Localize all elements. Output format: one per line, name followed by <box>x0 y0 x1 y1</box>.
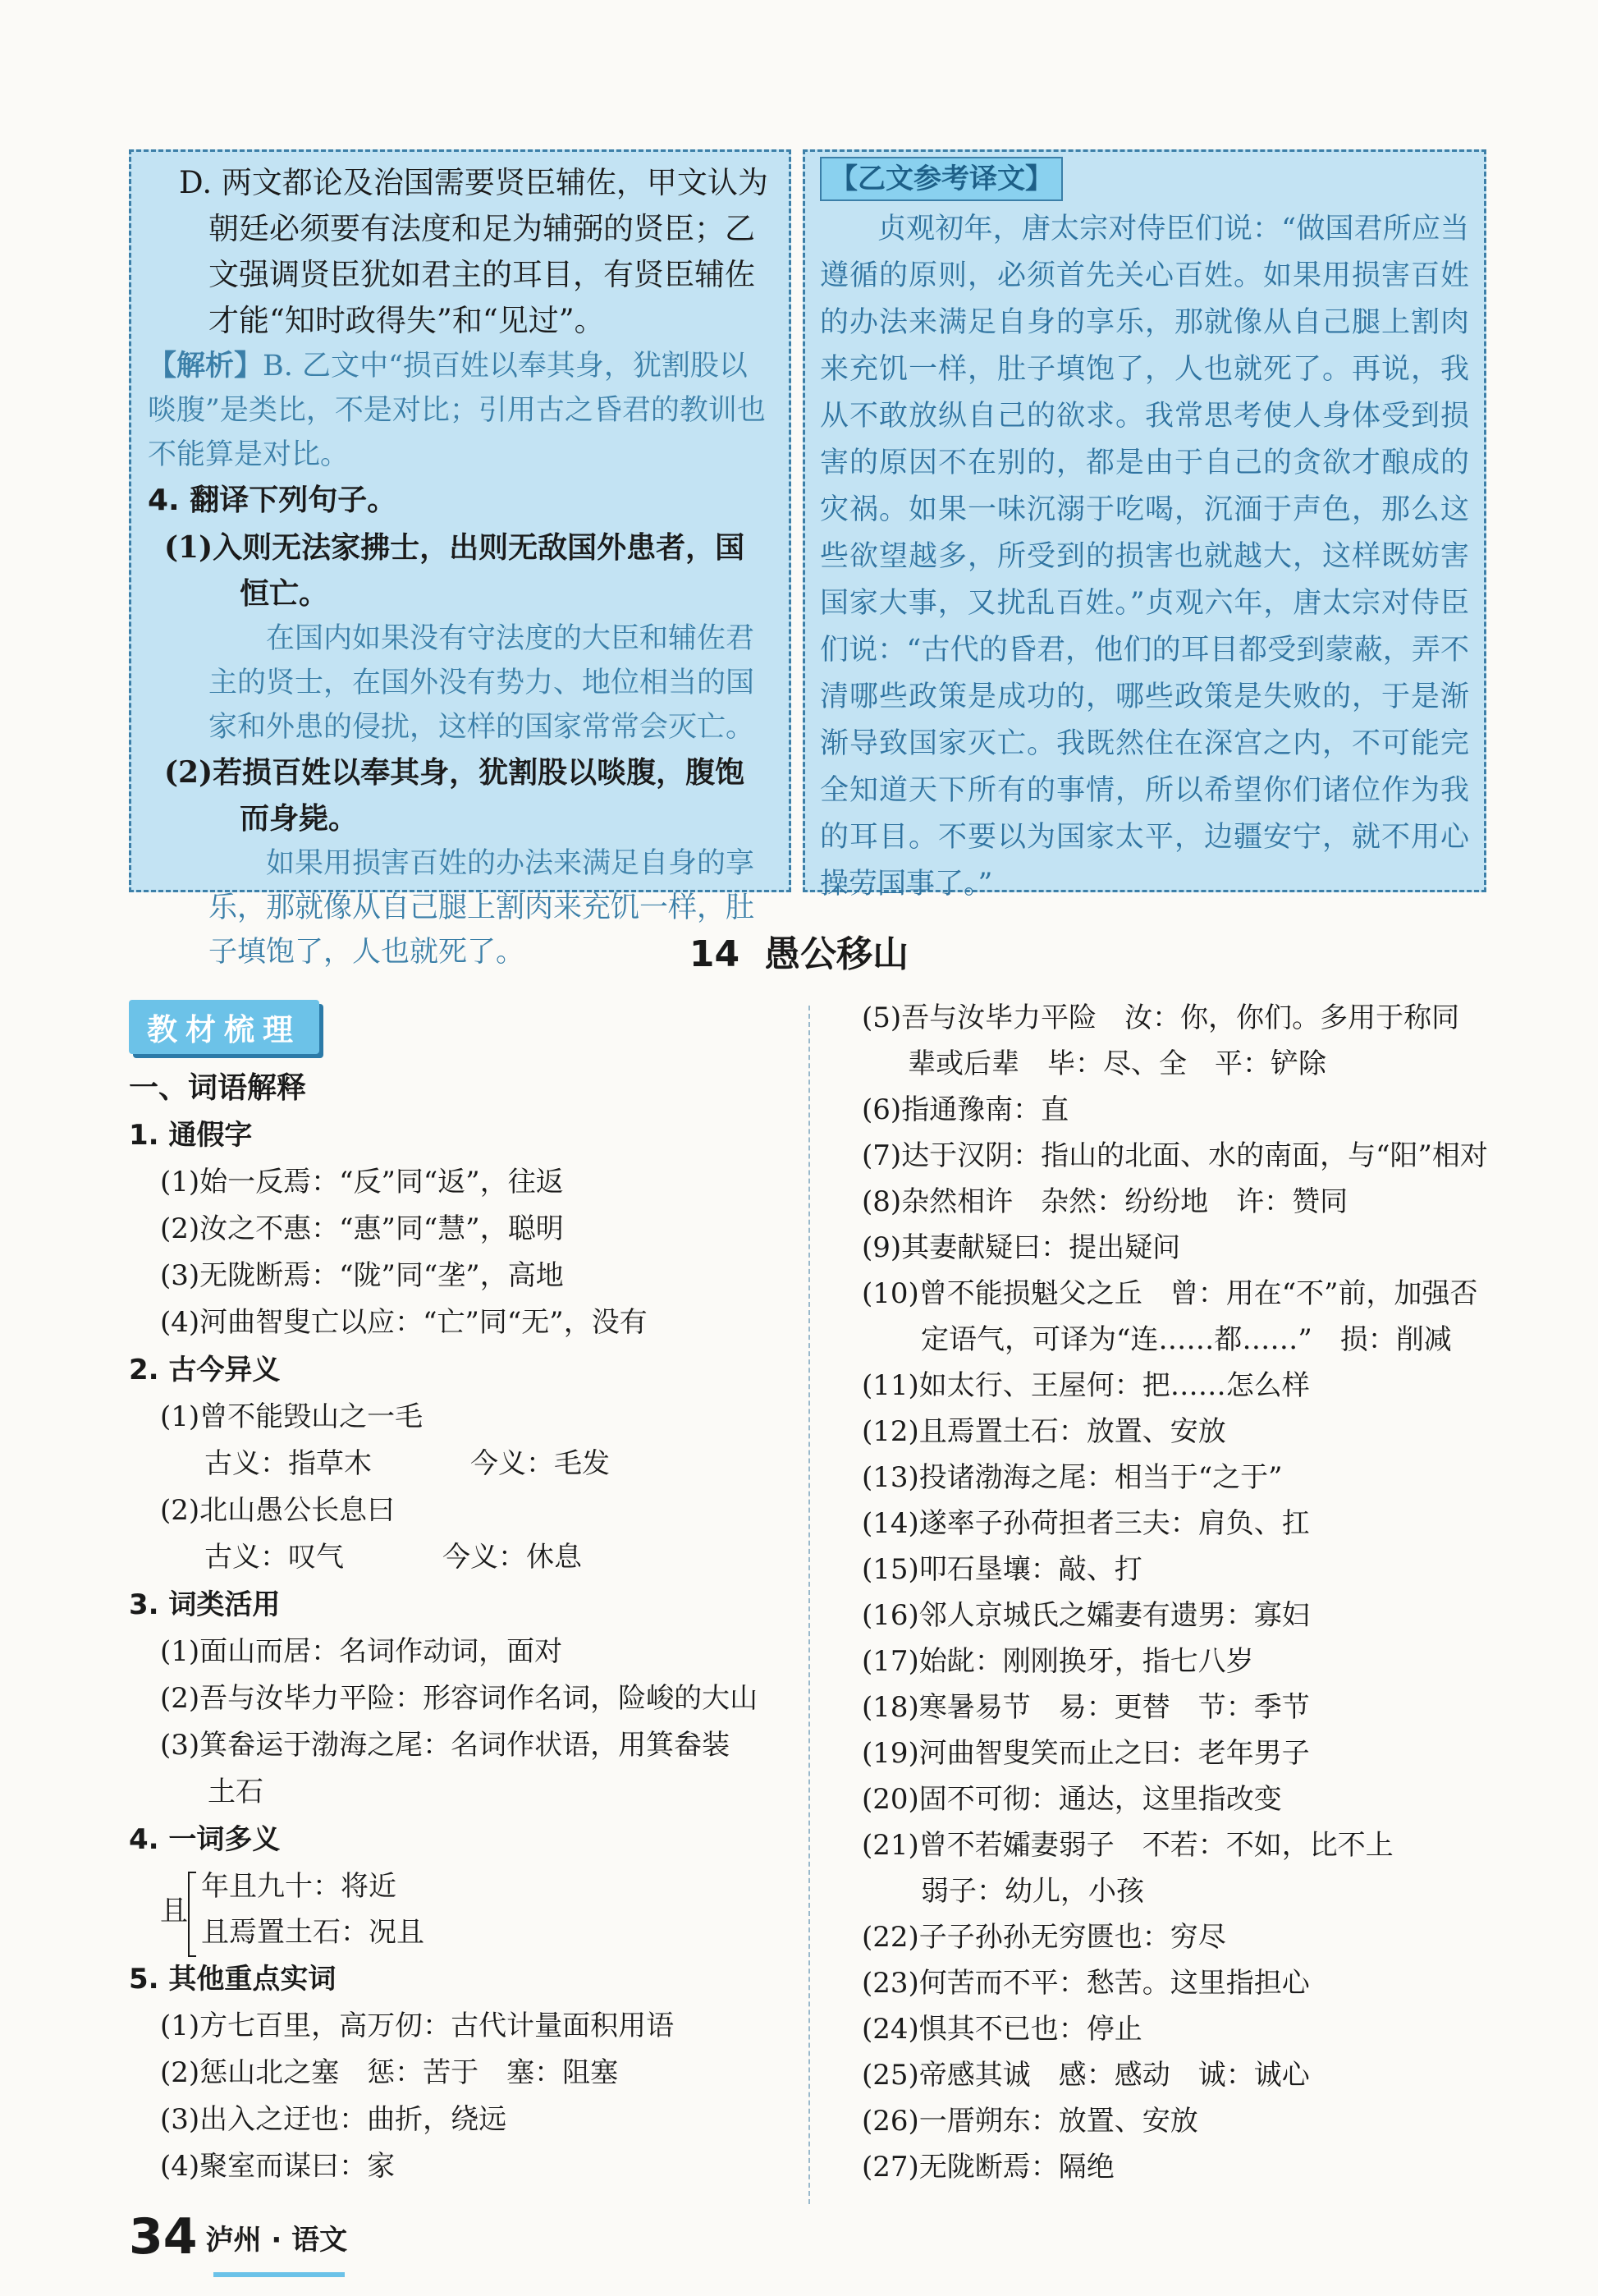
question-4: 4. 翻译下列句子。 <box>148 483 397 517</box>
list-item: 年且九十：将近 <box>201 1870 396 1903</box>
meaning-row <box>129 1534 785 1581</box>
new-meaning: 今义：毛发 <box>470 1447 610 1480</box>
list-item: (17)始龀：刚刚换牙，指七八岁 <box>862 1645 1254 1678</box>
list-item: (9)其妻献疑曰：提出疑问 <box>862 1231 1181 1264</box>
list-item: (2)惩山北之塞 惩：苦于 塞：阻塞 <box>160 2056 619 2089</box>
list-item: (19)河曲智叟笑而止之曰：老年男子 <box>862 1737 1310 1770</box>
heading-vocab: 一、词语解释 <box>129 1071 307 1105</box>
polysemy-group <box>160 1863 785 1955</box>
list-item: (3)无陇断焉：“陇”同“垄”，高地 <box>160 1259 564 1292</box>
option-d: D. 两文都论及治国需要贤臣辅佐，甲文认为朝廷必须要有法度和足为辅弼的贤臣；乙文强调贤臣犹如君主的耳目，有贤臣辅佐才能“知时政得失”和“见过”。 <box>179 165 768 338</box>
list-item-cont: 定语气，可译为“连……都……” 损：削减 <box>921 1323 1452 1356</box>
section-banner: 教材梳理 <box>129 1000 319 1054</box>
brace-icon <box>188 1872 196 1957</box>
translation-text: 贞观初年，唐太宗对侍臣们说：“做国君所应当遵循的原则，必须首先关心百姓。如果用损害百姓的办法来满足自身的享乐，那就像从自己腿上割肉来充饥一样，肚子填饱了，人也就死了。再说，我从不敢放纵自己的欲求。我常思考使人身体受到损害的原因不在别的，都是由于自己的贪欲才酿成的灾祸。如果一味沉溺于吃喝，沉湎于声色，那么这些欲望越多，所受到的损害也就越大，这样既妨害国家大事，又扰乱百姓。”贞观六年，唐太宗对侍臣们说：“古代的昏君，他们的耳目都受到蒙蔽，弄不清哪些政策是成功的，哪些政策是失败的，于是渐渐导致国家灭亡。我既然住在深宫之内，不可能完全知道天下所有的事情，所以希望你们诸位作为我的耳目。不要以为国家太平，边疆安宁，就不用心操劳国事了。” <box>820 213 1469 901</box>
list-item: (10)曾不能损魁父之丘 曾：用在“不”前，加强否 <box>862 1277 1478 1310</box>
list-item: (12)且焉置土石：放置、安放 <box>862 1415 1226 1448</box>
list-item-cont: 土石 <box>208 1776 263 1808</box>
page-footer <box>129 2208 347 2266</box>
list-item: (3)出入之迂也：曲折，绕远 <box>160 2103 507 2136</box>
heading-tongjia: 1. 通假字 <box>129 1119 253 1152</box>
list-item: (27)无陇断焉：隔绝 <box>862 2151 1115 2184</box>
list-item: (5)吾与汝毕力平险 汝：你，你们。多用于称同 <box>862 1001 1460 1034</box>
list-item: (7)达于汉阴：指山的北面、水的南面，与“阳”相对 <box>862 1139 1488 1172</box>
list-item-cont: 辈或后辈 毕：尽、全 平：铲除 <box>908 1047 1326 1080</box>
left-column <box>129 1000 785 2190</box>
heading-gujin: 2. 古今异义 <box>129 1354 281 1386</box>
analysis-tag: 【解析】 <box>148 349 263 383</box>
list-item-cont: 弱子：幼儿，小孩 <box>921 1875 1144 1908</box>
answer-2: 如果用损害百姓的办法来满足自身的享乐，那就像从自己腿上割肉来充饥一样，肚子填饱了，人也就死了。 <box>208 847 755 969</box>
list-item: (1)面山而居：名词作动词，面对 <box>160 1635 563 1668</box>
analysis <box>148 344 772 477</box>
list-item: (18)寒暑易节 易：更替 节：季节 <box>862 1691 1310 1724</box>
list-item: (15)叩石垦壤：敲、打 <box>862 1553 1142 1586</box>
lesson-name: 愚公移山 <box>764 933 909 975</box>
meaning-row <box>129 1441 785 1487</box>
old-meaning: 古义：指草木 <box>204 1447 372 1480</box>
list-item: (2)汝之不惠：“惠”同“慧”，聪明 <box>160 1212 564 1245</box>
new-meaning: 今义：休息 <box>442 1541 582 1574</box>
translation-heading: 【乙文参考译文】 <box>820 157 1063 201</box>
column-divider <box>808 1006 810 2204</box>
list-item: (1)方七百里，高万仞：古代计量面积用语 <box>160 2010 675 2042</box>
heading-yiciduoyi: 4. 一词多义 <box>129 1823 281 1856</box>
list-item: (26)一厝朔东：放置、安放 <box>862 2105 1198 2138</box>
lesson-number: 14 <box>689 933 740 975</box>
page-number: 34 <box>129 2208 198 2266</box>
heading-other: 5. 其他重点实词 <box>129 1963 337 1996</box>
old-meaning: 古义：叹气 <box>204 1541 344 1574</box>
list-item: (24)惧其不已也：停止 <box>862 2013 1142 2046</box>
list-item: (6)指通豫南：直 <box>862 1093 1069 1126</box>
list-item: (22)子子孙孙无穷匮也：穷尽 <box>862 1921 1226 1954</box>
list-item: (2)吾与汝毕力平险：形容词作名词，险峻的大山 <box>160 1682 758 1715</box>
list-item: 且焉置土石：况且 <box>201 1916 424 1949</box>
sentence-2: (2)若损百姓以奉其身，犹割股以啖腹，腹饱而身毙。 <box>164 755 745 836</box>
footer-rule <box>213 2272 345 2277</box>
list-item: (8)杂然相许 杂然：纷纷地 许：赞同 <box>862 1185 1348 1218</box>
book-name: 泸州 · 语文 <box>205 2223 348 2257</box>
list-item: (1)始一反焉：“反”同“返”，往返 <box>160 1166 564 1198</box>
answer-1: 在国内如果没有守法度的大臣和辅佐君主的贤士，在国外没有势力、地位相当的国家和外患的侵扰，这样的国家常常会灭亡。 <box>208 622 755 744</box>
lesson-title <box>0 924 1598 977</box>
right-column <box>862 995 1502 2190</box>
list-item: (1)曾不能毁山之一毛 <box>160 1400 424 1433</box>
heading-cileihuoyong: 3. 词类活用 <box>129 1588 281 1621</box>
list-item: (2)北山愚公长息曰 <box>160 1494 396 1527</box>
sentence-1: (1)入则无法家拂士，出则无敌国外患者，国恒亡。 <box>164 530 745 611</box>
list-item: (3)箕畚运于渤海之尾：名词作状语，用箕畚装 <box>160 1729 730 1762</box>
list-item: (4)聚室而谋曰：家 <box>160 2150 396 2183</box>
list-item: (11)如太行、王屋何：把……怎么样 <box>862 1369 1310 1402</box>
list-item: (4)河曲智叟亡以应：“亡”同“无”，没有 <box>160 1306 648 1339</box>
polysemy-char: 且 <box>160 1895 188 1927</box>
analysis-text: B. 乙文中“损百姓以奉其身，犹割股以啖腹”是类比，不是对比；引用古之昏君的教训也不能算是对比。 <box>148 350 766 471</box>
list-item: (21)曾不若孀妻弱子 不若：不如，比不上 <box>862 1829 1394 1862</box>
list-item: (20)固不可彻：通达，这里指改变 <box>862 1783 1282 1816</box>
list-item: (25)帝感其诚 感：感动 诚：诚心 <box>862 2059 1310 2092</box>
list-item: (23)何苦而不平：愁苦。这里指担心 <box>862 1967 1310 2000</box>
list-item: (13)投诸渤海之尾：相当于“之于” <box>862 1461 1283 1494</box>
list-item: (16)邻人京城氏之孀妻有遗男：寡妇 <box>862 1599 1310 1632</box>
list-item: (14)遂率子孙荷担者三夫：肩负、扛 <box>862 1507 1310 1540</box>
translation-box <box>803 149 1486 901</box>
